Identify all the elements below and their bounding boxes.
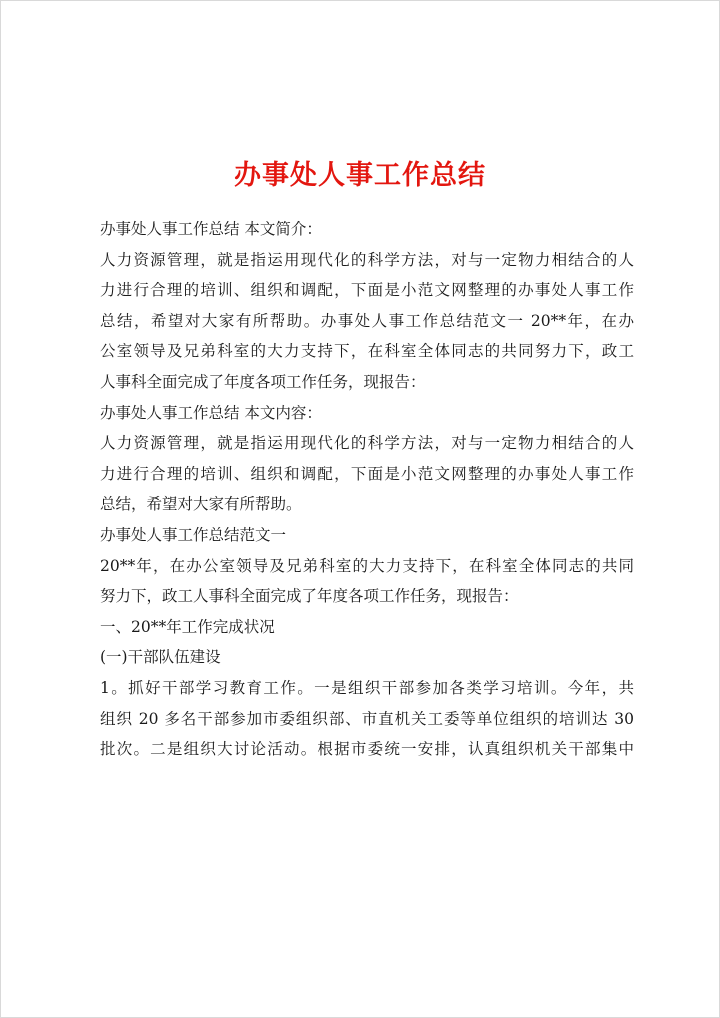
body-line: 组织 20 多名干部参加市委组织部、市直机关工委等单位组织的培训达 30 (100, 709, 634, 728)
body-line: 人事科全面完成了年度各项工作任务，现报告： (100, 372, 426, 391)
body-line: 人力资源管理，就是指运用现代化的科学方法，对与一定物力相结合的人 (100, 250, 634, 269)
body-line: 力进行合理的培训、组织和调配，下面是小范文网整理的办事处人事工作 (100, 281, 634, 300)
body-line: 1。抓好干部学习教育工作。一是组织干部参加各类学习培训。今年，共 (100, 678, 634, 697)
body-line: (一)干部队伍建设 (100, 648, 221, 667)
body-line: 20**年，在办公室领导及兄弟科室的大力支持下，在科室全体同志的共同 (100, 556, 634, 575)
body-line: 人力资源管理，就是指运用现代化的科学方法，对与一定物力相结合的人 (100, 434, 634, 453)
body-line: 公室领导及兄弟科室的大力支持下，在科室全体同志的共同努力下，政工 (100, 342, 634, 361)
body-line: 努力下，政工人事科全面完成了年度各项工作任务，现报告： (100, 587, 519, 606)
document-title: 办事处人事工作总结 (234, 160, 486, 191)
body-line: 力进行合理的培训、组织和调配，下面是小范文网整理的办事处人事工作 (100, 464, 634, 483)
body-line: 办事处人事工作总结 本文内容： (100, 403, 322, 422)
body-line: 总结，希望对大家有所帮助。办事处人事工作总结范文一 20**年，在办 (100, 311, 634, 330)
body-line: 办事处人事工作总结范文一 (100, 525, 287, 544)
document-body (100, 214, 634, 765)
body-line: 总结，希望对大家有所帮助。 (100, 495, 302, 514)
body-line: 一、20**年工作完成状况 (100, 617, 275, 636)
body-line: 批次。二是组织大讨论活动。根据市委统一安排，认真组织机关干部集中 (100, 740, 634, 759)
body-line: 办事处人事工作总结 本文简介： (100, 220, 322, 238)
